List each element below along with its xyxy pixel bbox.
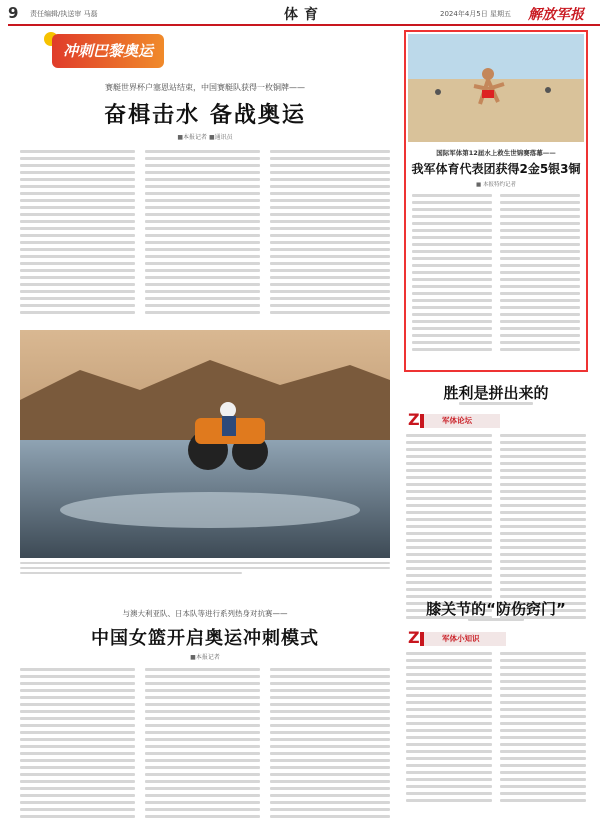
box-story-headline: 我军体育代表团获得2金5银3铜 <box>411 162 581 176</box>
olympic-ribbon: 冲刺巴黎奥运 <box>52 34 164 68</box>
editor-line: 责任编辑/执送审 马磊 <box>30 10 98 18</box>
bottom-story-column-2 <box>145 668 260 822</box>
box-story <box>404 30 588 372</box>
bottom-story-headline: 中国女篮开启奥运冲刺模式 <box>91 628 319 649</box>
commentary-tag: 军体论坛 <box>420 414 500 428</box>
knowledge-byline-placeholder <box>404 618 588 621</box>
bottom-story-column-3 <box>270 668 390 822</box>
commentary-column-2 <box>500 434 586 623</box>
newspaper-logo: 解放军报 <box>528 7 584 23</box>
box-story-column-2 <box>500 194 580 355</box>
box-story-byline: ■ 本报特约记者 <box>476 182 516 188</box>
z-mark-icon: Z <box>408 410 420 429</box>
header-rule <box>8 24 600 26</box>
bottom-story-byline: ■本报记者 <box>190 654 220 661</box>
rally-photo <box>20 330 390 558</box>
main-story-byline: ■本报记者 ■通讯员 <box>177 134 233 141</box>
knowledge-column-1 <box>406 652 492 806</box>
photo-caption <box>20 562 390 582</box>
page-header <box>8 4 600 22</box>
lifesaving-photo <box>408 34 584 142</box>
bottom-story-kicker: 与澳大利亚队、日本队等进行系列热身对抗赛—— <box>122 609 288 618</box>
main-story-kicker: 赛艇世界杯户塞恩站结束，中国赛艇队获得一枚铜牌—— <box>105 83 305 92</box>
bottom-story-column-1 <box>20 668 135 822</box>
main-story-headline: 奋楫击水 备战奥运 <box>104 103 306 128</box>
box-story-kicker: 国际军体第12届水上救生世锦赛落幕—— <box>436 149 556 157</box>
knowledge-headline: 膝关节的“防伤窍门” <box>426 600 566 618</box>
commentary-byline-placeholder <box>404 402 588 405</box>
commentary-headline: 胜利是拼出来的 <box>443 384 549 402</box>
issue-date: 2024年4月5日 星期五 <box>440 10 511 18</box>
box-story-column-1 <box>412 194 492 355</box>
z-mark-icon: Z <box>408 628 420 647</box>
knowledge-tag: 军体小知识 <box>420 632 506 646</box>
knowledge-column-2 <box>500 652 586 806</box>
page-number: 9 <box>8 4 19 22</box>
section-title: 体育 <box>284 7 324 23</box>
commentary-column-1 <box>406 434 492 623</box>
